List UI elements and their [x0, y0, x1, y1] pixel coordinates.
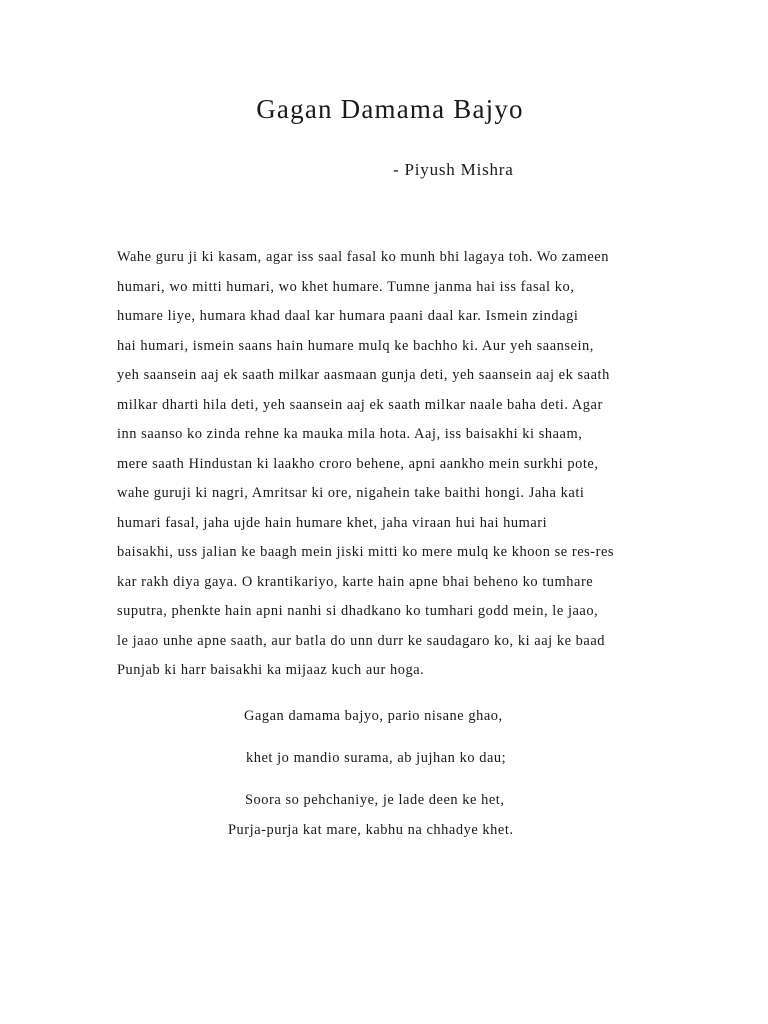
prose-line: kar rakh diya gaya. O krantikariyo, karte hain apne bhai beheno ko tumhare: [117, 573, 594, 590]
prose-line: suputra, phenkte hain apni nanhi si dhadkano ko tumhari godd mein, le jaao,: [117, 603, 599, 619]
prose-line: wahe guruji ki nagri, Amritsar ki ore, nigahein take baithi hongi. Jaha kati: [117, 485, 585, 501]
verse-line: Purja-purja kat mare, kabhu na chhadye khet.: [228, 822, 514, 838]
prose-line: baisakhi, uss jalian ke baagh mein jiski mitti ko mere mulq ke khoon se res-res: [117, 544, 615, 560]
verse-line: Gagan damama bajyo, pario nisane ghao,: [244, 708, 503, 724]
verse-line: Soora so pehchaniye, je lade deen ke het,: [245, 792, 505, 808]
prose-line: humare liye, humara khad daal kar humara paani daal kar. Ismein zindagi: [117, 308, 579, 324]
prose-line: inn saanso ko zinda rehne ka mauka mila hota. Aaj, iss baisakhi ki shaam,: [117, 426, 583, 442]
prose-line: Punjab ki harr baisakhi ka mijaaz kuch aur hoga.: [117, 662, 425, 678]
author-byline: - Piyush Mishra: [393, 160, 514, 179]
prose-line: mere saath Hindustan ki laakho croro behene, apni aankho mein surkhi pote,: [117, 455, 599, 472]
prose-line: humari fasal, jaha ujde hain humare khet, jaha viraan hui hai humari: [117, 514, 548, 531]
prose-paragraph: [117, 245, 677, 688]
prose-line: hai humari, ismein saans hain humare mulq ke bachho ki. Aur yeh saansein,: [117, 337, 594, 354]
prose-line: humari, wo mitti humari, wo khet humare. Tumne janma hai iss fasal ko,: [117, 278, 575, 295]
prose-line: le jaao unhe apne saath, aur batla do unn durr ke saudagaro ko, ki aaj ke baad: [117, 632, 606, 649]
poem-title: Gagan Damama Bajyo: [256, 94, 524, 124]
prose-line: milkar dharti hila deti, yeh saansein aaj ek saath milkar naale baha deti. Agar: [117, 396, 603, 413]
verse-line: khet jo mandio surama, ab jujhan ko dau;: [246, 750, 507, 766]
prose-line: yeh saansein aaj ek saath milkar aasmaan gunja deti, yeh saansein aaj ek saath: [117, 367, 610, 383]
prose-line: Wahe guru ji ki kasam, agar iss saal fasal ko munh bhi lagaya toh. Wo zameen: [117, 249, 609, 265]
